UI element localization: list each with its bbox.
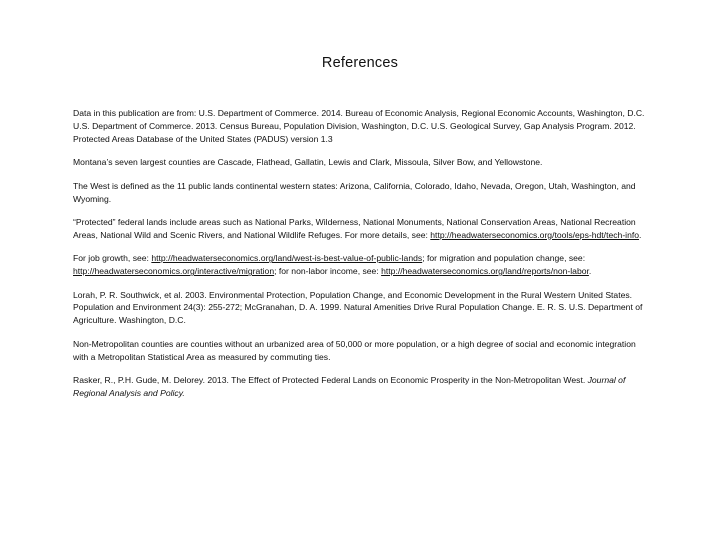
page-title: References bbox=[321, 55, 399, 71]
references-list bbox=[73, 107, 653, 410]
tech-info-link[interactable]: http://headwaterseconomics.org/tools/eps-hdt/tech-info bbox=[430, 229, 640, 240]
reference-rasker bbox=[73, 374, 653, 400]
reference-non-metro: Non-Metropolitan counties are counties without an urbanized area of 50,000 or more population, or a high degree of social and economic integration with a Metropolitan Statistical Area as measured by commuting ties. bbox=[73, 338, 636, 362]
protected-lands-text: “Protected” federal lands include areas such as National Parks, Wilderness, National Monuments, National Conservation Areas, National Recreation Areas, National Wild and Scenic Rivers, and National Wildlife Refuges. For more details, see: bbox=[73, 216, 636, 240]
reference-west-definition: The West is defined as the 11 public lands continental western states: Arizona, California, Colorado, Idaho, Nevada, Oregon, Utah, Washington, and Wyoming. bbox=[73, 180, 636, 204]
migration-text: ; for migration and population change, see: bbox=[422, 253, 586, 264]
journal-title: Journal of Regional Analysis and Policy. bbox=[73, 375, 626, 398]
job-growth-end: . bbox=[588, 266, 592, 277]
non-labor-text: ; for non-labor income, see: bbox=[274, 266, 382, 277]
reference-montana-counties: Montana’s seven largest counties are Cascade, Flathead, Gallatin, Lewis and Clark, Missoula, Silver Bow, and Yellowstone. bbox=[73, 157, 543, 168]
rasker-text: Rasker, R., P.H. Gude, M. Delorey. 2013. The Effect of Protected Federal Lands on Economic Prosperity in the Non-Metropolitan West. bbox=[73, 375, 588, 386]
reference-job-growth bbox=[73, 252, 653, 278]
reference-protected-lands bbox=[73, 216, 653, 242]
protected-lands-end: . bbox=[639, 229, 642, 240]
non-labor-link[interactable]: http://headwaterseconomics.org/land/reports/non-labor bbox=[381, 266, 589, 277]
reference-lorah: Lorah, P. R. Southwick, et al. 2003. Environmental Protection, Population Change, and Economic Development in the Rural Western United States. Population and Environment 24(3): 255-272; McGranahan, D. A. 1999. Natural Amenities Drive Rural Population Change. E. R. S. U.S. Department of Agriculture. Washington, D.C. bbox=[73, 289, 643, 326]
reference-data-sources: Data in this publication are from: U.S. Department of Commerce. 2014. Bureau of Economic Analysis, Regional Economic Accounts, Washington, D.C. U.S. Department of Commerce. 2013. Census Bureau, Population Division, Washington, D.C. U.S. Geological Survey, Gap Analysis Program. 2012. Protected Areas Database of the United States (PADUS) version 1.3 bbox=[73, 108, 645, 144]
job-growth-text: For job growth, see: bbox=[73, 253, 152, 264]
migration-link[interactable]: http://headwaterseconomics.org/interactive/migration bbox=[73, 266, 275, 277]
public-lands-value-link[interactable]: http://headwaterseconomics.org/land/west-is-best-value-of-public-lands bbox=[151, 253, 423, 264]
